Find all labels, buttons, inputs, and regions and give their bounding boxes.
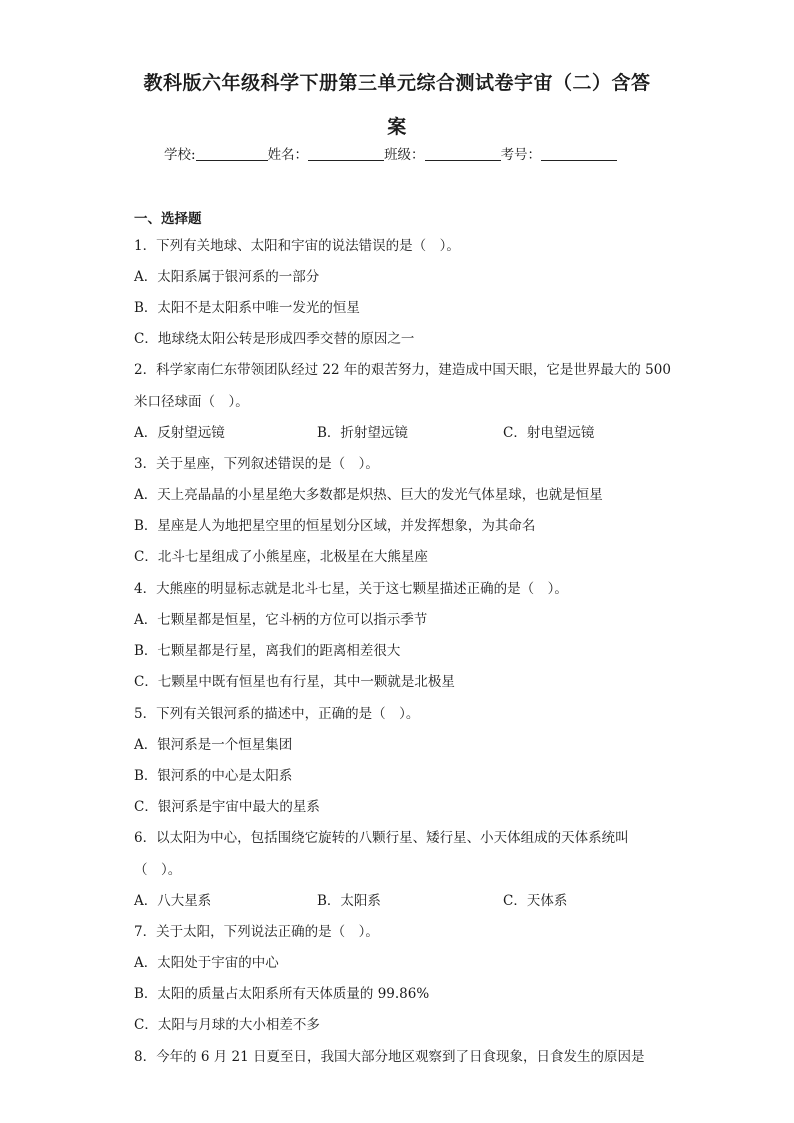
question-6-option-a[interactable]: A．八大星系 (134, 893, 212, 909)
class-label: 班级： (384, 147, 425, 163)
question-4-option-b[interactable]: B．七颗星都是行星，离我们的距离相差很大 (134, 643, 401, 659)
name-field[interactable] (308, 146, 384, 161)
question-6-option-b[interactable]: B．太阳系 (317, 893, 381, 909)
school-label: 学校: (164, 147, 196, 163)
question-3-option-c[interactable]: C．北斗七星组成了小熊星座，北极星在大熊星座 (134, 549, 428, 565)
page-title-continued: 案 (387, 116, 407, 138)
question-2-stem: 2．科学家南仁东带领团队经过 22 年的艰苦努力，建造成中国天眼，它是世界最大的 500 (134, 362, 671, 378)
question-7-option-c[interactable]: C．太阳与月球的大小相差不多 (134, 1017, 320, 1033)
question-2-stem-continued: 米口径球面（ ）。 (134, 394, 249, 410)
question-1-option-a[interactable]: A．太阳系属于银河系的一部分 (134, 269, 320, 285)
class-field[interactable] (425, 146, 501, 161)
school-field[interactable] (196, 146, 268, 161)
student-info-row (164, 143, 617, 163)
page-title: 教科版六年级科学下册第三单元综合测试卷宇宙（二）含答 (143, 72, 651, 94)
question-4-stem: 4．大熊座的明显标志就是北斗七星，关于这七颗星描述正确的是（ ）。 (134, 581, 568, 597)
question-5-option-c[interactable]: C．银河系是宇宙中最大的星系 (134, 799, 320, 815)
question-3-option-a[interactable]: A．天上亮晶晶的小星星绝大多数都是炽热、巨大的发光气体星球，也就是恒星 (134, 487, 603, 503)
question-2-option-b[interactable]: B．折射望远镜 (317, 425, 408, 441)
name-label: 姓名： (267, 147, 309, 163)
question-6-stem-continued: （ ）。 (134, 862, 182, 878)
exam-number-label: 考号： (500, 147, 542, 163)
question-1-option-b[interactable]: B．太阳不是太阳系中唯一发光的恒星 (134, 300, 360, 316)
exam-number-field[interactable] (541, 146, 617, 161)
question-8-stem: 8．今年的 6 月 21 日夏至日，我国大部分地区观察到了日食现象，日食发生的原因是 (134, 1049, 645, 1065)
question-3-option-b[interactable]: B．星座是人为地把星空里的恒星划分区域，并发挥想象，为其命名 (134, 518, 536, 534)
question-2-option-a[interactable]: A．反射望远镜 (134, 425, 225, 441)
question-4-option-a[interactable]: A．七颗星都是恒星，它斗柄的方位可以指示季节 (134, 612, 428, 628)
question-6-stem: 6．以太阳为中心，包括围绕它旋转的八颗行星、矮行星、小天体组成的天体系统叫 (134, 830, 629, 846)
question-1-stem: 1．下列有关地球、太阳和宇宙的说法错误的是（ ）。 (134, 238, 460, 254)
question-2-option-c[interactable]: C．射电望远镜 (503, 425, 595, 441)
question-4-option-c[interactable]: C．七颗星中既有恒星也有行星，其中一颗就是北极星 (134, 674, 455, 690)
question-3-stem: 3．关于星座，下列叙述错误的是（ ）。 (134, 456, 379, 472)
question-5-option-a[interactable]: A．银河系是一个恒星集团 (134, 737, 293, 753)
question-1-option-c[interactable]: C．地球绕太阳公转是形成四季交替的原因之一 (134, 331, 415, 347)
question-7-option-a[interactable]: A．太阳处于宇宙的中心 (134, 955, 279, 971)
question-6-option-c[interactable]: C．天体系 (503, 893, 568, 909)
question-7-stem: 7．关于太阳，下列说法正确的是（ ）。 (134, 924, 379, 940)
question-7-option-b[interactable]: B．太阳的质量占太阳系所有天体质量的 99.86% (134, 986, 430, 1002)
section-heading: 一、选择题 (134, 211, 202, 227)
question-5-option-b[interactable]: B．银河系的中心是太阳系 (134, 768, 293, 784)
question-5-stem: 5．下列有关银河系的描述中，正确的是（ ）。 (134, 706, 420, 722)
